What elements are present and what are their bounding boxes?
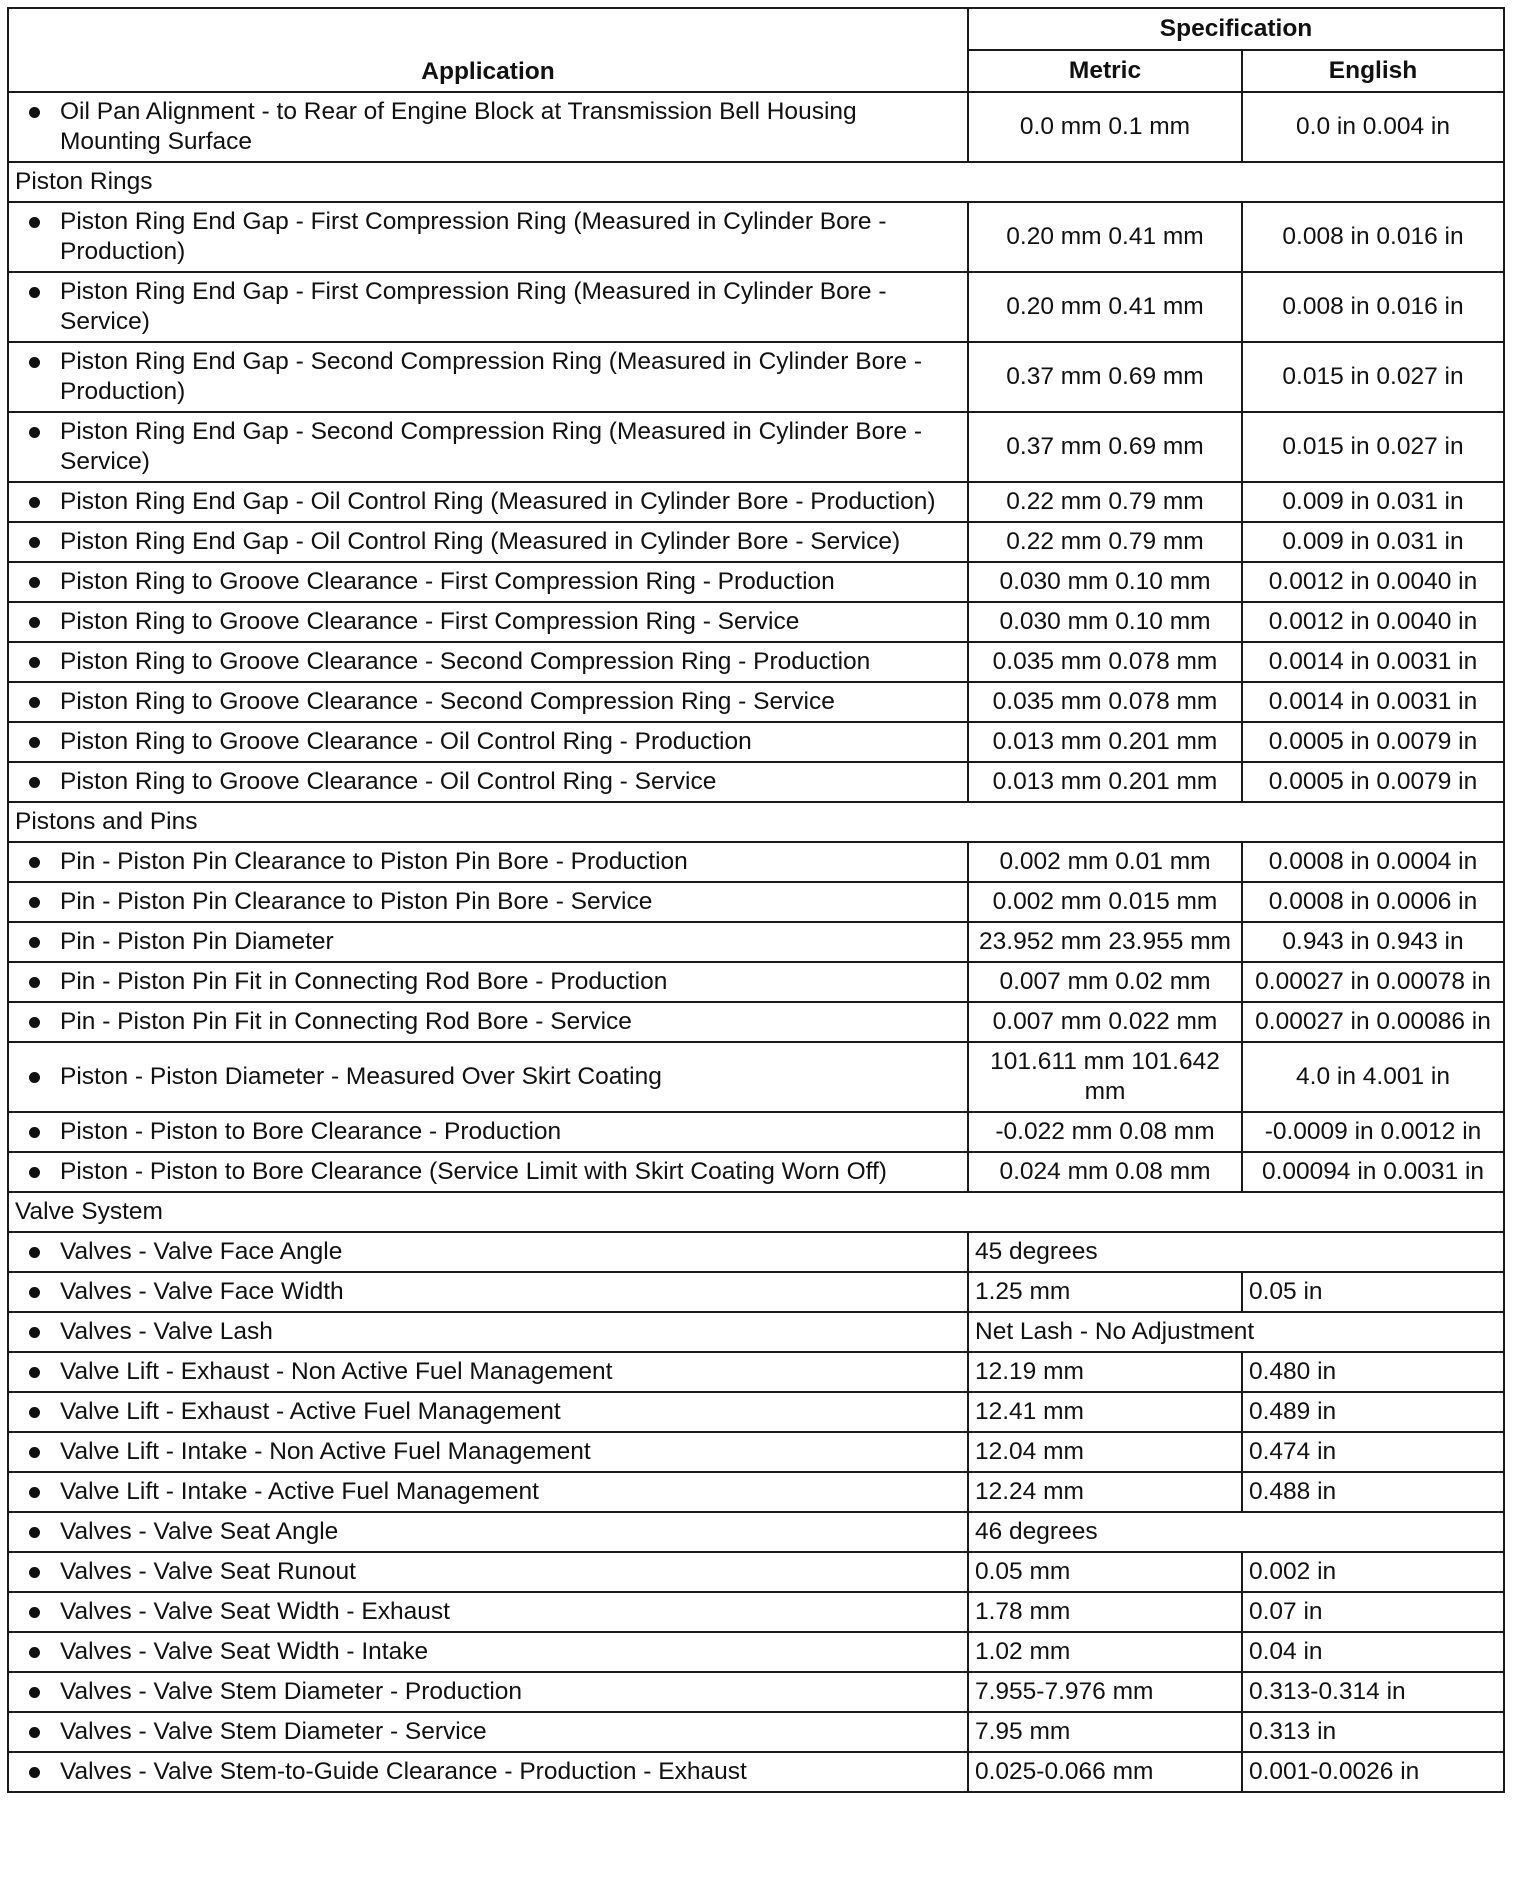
application-text: Piston - Piston to Bore Clearance (Service Limit with Skirt Coating Worn Off) (60, 1158, 887, 1185)
application-cell (8, 1232, 968, 1272)
bullet-icon (29, 1127, 40, 1138)
metric-value: 12.24 mm (968, 1472, 1242, 1512)
english-value: 0.00027 in 0.00078 in (1242, 962, 1504, 1002)
application-cell (8, 1112, 968, 1152)
metric-value: 7.95 mm (968, 1712, 1242, 1752)
metric-value: 0.007 mm 0.02 mm (968, 962, 1242, 1002)
table-row (8, 1352, 1504, 1392)
metric-value: 0.22 mm 0.79 mm (968, 482, 1242, 522)
application-cell (8, 272, 968, 342)
application-text: Oil Pan Alignment - to Rear of Engine Block at Transmission Bell Housing Mounting Surface (60, 98, 857, 155)
bullet-icon (29, 1527, 40, 1538)
application-cell (8, 1592, 968, 1632)
application-cell (8, 1392, 968, 1432)
metric-value: 0.20 mm 0.41 mm (968, 202, 1242, 272)
metric-value: 0.002 mm 0.015 mm (968, 882, 1242, 922)
application-text: Valve Lift - Exhaust - Active Fuel Management (60, 1398, 561, 1425)
english-value: 4.0 in 4.001 in (1242, 1042, 1504, 1112)
bullet-icon (29, 897, 40, 908)
application-cell (8, 842, 968, 882)
bullet-icon (29, 1287, 40, 1298)
application-cell (8, 1632, 968, 1672)
metric-value: 0.20 mm 0.41 mm (968, 272, 1242, 342)
application-cell (8, 1272, 968, 1312)
metric-value: 0.030 mm 0.10 mm (968, 562, 1242, 602)
metric-value: 1.78 mm (968, 1592, 1242, 1632)
bullet-icon (29, 1767, 40, 1778)
application-text: Valve Lift - Intake - Active Fuel Management (60, 1478, 539, 1505)
table-row (8, 1042, 1504, 1112)
metric-value: 7.955-7.976 mm (968, 1672, 1242, 1712)
application-cell (8, 522, 968, 562)
application-text: Piston Ring End Gap - Second Compression Ring (Measured in Cylinder Bore - Service) (60, 418, 922, 475)
metric-value: 0.013 mm 0.201 mm (968, 722, 1242, 762)
bullet-icon (29, 107, 40, 118)
english-value: 0.015 in 0.027 in (1242, 342, 1504, 412)
bullet-icon (29, 977, 40, 988)
application-text: Pin - Piston Pin Diameter (60, 928, 334, 955)
table-row (8, 92, 1504, 162)
metric-value: 0.0 mm 0.1 mm (968, 92, 1242, 162)
bullet-icon (29, 1017, 40, 1028)
table-row (8, 1152, 1504, 1192)
metric-value: -0.022 mm 0.08 mm (968, 1112, 1242, 1152)
application-text: Piston Ring to Groove Clearance - Oil Control Ring - Production (60, 728, 752, 755)
table-row (8, 642, 1504, 682)
english-value: 0.00027 in 0.00086 in (1242, 1002, 1504, 1042)
metric-value: 0.37 mm 0.69 mm (968, 342, 1242, 412)
application-cell (8, 1352, 968, 1392)
english-value: 0.009 in 0.031 in (1242, 482, 1504, 522)
bullet-icon (29, 857, 40, 868)
section-row (8, 1192, 1504, 1232)
application-text: Valves - Valve Stem Diameter - Service (60, 1718, 487, 1745)
application-cell (8, 92, 968, 162)
bullet-icon (29, 357, 40, 368)
bullet-icon (29, 937, 40, 948)
english-value: 0.0012 in 0.0040 in (1242, 602, 1504, 642)
application-cell (8, 962, 968, 1002)
application-text: Piston - Piston Diameter - Measured Over Skirt Coating (60, 1063, 662, 1090)
bullet-icon (29, 577, 40, 588)
application-text: Piston Ring End Gap - Oil Control Ring (Measured in Cylinder Bore - Production) (60, 488, 936, 515)
specification-table (7, 7, 1505, 1793)
bullet-icon (29, 427, 40, 438)
bullet-icon (29, 737, 40, 748)
table-row (8, 482, 1504, 522)
application-cell (8, 602, 968, 642)
application-cell (8, 682, 968, 722)
english-value: 0.05 in (1242, 1272, 1504, 1312)
bullet-icon (29, 1607, 40, 1618)
bullet-icon (29, 287, 40, 298)
table-row (8, 1712, 1504, 1752)
application-text: Valves - Valve Lash (60, 1318, 273, 1345)
application-cell (8, 342, 968, 412)
table-row (8, 922, 1504, 962)
english-value: 0.0005 in 0.0079 in (1242, 722, 1504, 762)
bullet-icon (29, 1447, 40, 1458)
metric-value: 101.611 mm 101.642 mm (968, 1042, 1242, 1112)
application-cell (8, 1712, 968, 1752)
application-cell (8, 642, 968, 682)
specification-value: 45 degrees (968, 1232, 1504, 1272)
application-cell (8, 412, 968, 482)
table-row (8, 962, 1504, 1002)
application-text: Valves - Valve Seat Angle (60, 1518, 339, 1545)
metric-value: 0.024 mm 0.08 mm (968, 1152, 1242, 1192)
english-value: 0.489 in (1242, 1392, 1504, 1432)
table-row (8, 1312, 1504, 1352)
section-row (8, 162, 1504, 202)
table-row (8, 272, 1504, 342)
english-value: -0.0009 in 0.0012 in (1242, 1112, 1504, 1152)
table-row (8, 1112, 1504, 1152)
specification-value: 46 degrees (968, 1512, 1504, 1552)
application-text: Piston Ring to Groove Clearance - Second Compression Ring - Service (60, 688, 835, 715)
application-cell (8, 722, 968, 762)
bullet-icon (29, 1327, 40, 1338)
metric-value: 12.04 mm (968, 1432, 1242, 1472)
application-cell (8, 1432, 968, 1472)
application-text: Piston - Piston to Bore Clearance - Production (60, 1118, 562, 1145)
english-value: 0.943 in 0.943 in (1242, 922, 1504, 962)
english-value: 0.0008 in 0.0006 in (1242, 882, 1504, 922)
table-row (8, 1552, 1504, 1592)
bullet-icon (29, 1727, 40, 1738)
table-row (8, 762, 1504, 802)
application-cell (8, 202, 968, 272)
application-text: Valves - Valve Face Width (60, 1278, 344, 1305)
application-cell (8, 1042, 968, 1112)
bullet-icon (29, 617, 40, 628)
metric-value: 0.007 mm 0.022 mm (968, 1002, 1242, 1042)
table-row (8, 1472, 1504, 1512)
english-value: 0.04 in (1242, 1632, 1504, 1672)
table-row (8, 1752, 1504, 1792)
application-header: Application (8, 8, 968, 92)
table-row (8, 722, 1504, 762)
section-title: Piston Rings (8, 162, 1504, 202)
bullet-icon (29, 1247, 40, 1258)
bullet-icon (29, 1567, 40, 1578)
metric-value: 0.013 mm 0.201 mm (968, 762, 1242, 802)
application-text: Valves - Valve Stem-to-Guide Clearance - Production - Exhaust (60, 1758, 747, 1785)
english-value: 0.313-0.314 in (1242, 1672, 1504, 1712)
english-value: 0.002 in (1242, 1552, 1504, 1592)
english-value: 0.488 in (1242, 1472, 1504, 1512)
table-row (8, 202, 1504, 272)
section-row (8, 802, 1504, 842)
application-text: Piston Ring End Gap - First Compression Ring (Measured in Cylinder Bore - Production) (60, 208, 887, 265)
bullet-icon (29, 537, 40, 548)
application-cell (8, 1472, 968, 1512)
section-title: Pistons and Pins (8, 802, 1504, 842)
table-row (8, 1512, 1504, 1552)
application-cell (8, 1552, 968, 1592)
bullet-icon (29, 1407, 40, 1418)
english-value: 0.0 in 0.004 in (1242, 92, 1504, 162)
application-text: Valves - Valve Face Angle (60, 1238, 343, 1265)
metric-value: 0.030 mm 0.10 mm (968, 602, 1242, 642)
application-text: Piston Ring End Gap - Oil Control Ring (Measured in Cylinder Bore - Service) (60, 528, 901, 555)
application-cell (8, 1752, 968, 1792)
bullet-icon (29, 1647, 40, 1658)
bullet-icon (29, 657, 40, 668)
table-row (8, 1272, 1504, 1312)
application-cell (8, 762, 968, 802)
specification-value: Net Lash - No Adjustment (968, 1312, 1504, 1352)
application-text: Piston Ring to Groove Clearance - Oil Control Ring - Service (60, 768, 717, 795)
table-row (8, 882, 1504, 922)
bullet-icon (29, 1072, 40, 1083)
application-text: Pin - Piston Pin Clearance to Piston Pin Bore - Production (60, 848, 688, 875)
bullet-icon (29, 697, 40, 708)
section-title: Valve System (8, 1192, 1504, 1232)
metric-value: 23.952 mm 23.955 mm (968, 922, 1242, 962)
specification-header: Specification (968, 8, 1504, 50)
application-cell (8, 1672, 968, 1712)
english-value: 0.313 in (1242, 1712, 1504, 1752)
english-value: 0.0014 in 0.0031 in (1242, 682, 1504, 722)
metric-value: 12.41 mm (968, 1392, 1242, 1432)
english-value: 0.0012 in 0.0040 in (1242, 562, 1504, 602)
application-cell (8, 1002, 968, 1042)
metric-value: 0.035 mm 0.078 mm (968, 642, 1242, 682)
application-text: Pin - Piston Pin Clearance to Piston Pin Bore - Service (60, 888, 653, 915)
table-row (8, 562, 1504, 602)
english-value: 0.015 in 0.027 in (1242, 412, 1504, 482)
table-row (8, 1002, 1504, 1042)
table-row (8, 522, 1504, 562)
application-text: Pin - Piston Pin Fit in Connecting Rod Bore - Production (60, 968, 668, 995)
table-row (8, 1672, 1504, 1712)
table-row (8, 1632, 1504, 1672)
metric-value: 0.05 mm (968, 1552, 1242, 1592)
english-value: 0.009 in 0.031 in (1242, 522, 1504, 562)
bullet-icon (29, 777, 40, 788)
application-cell (8, 1312, 968, 1352)
table-row (8, 1592, 1504, 1632)
bullet-icon (29, 1167, 40, 1178)
application-cell (8, 882, 968, 922)
metric-value: 1.25 mm (968, 1272, 1242, 1312)
metric-value: 12.19 mm (968, 1352, 1242, 1392)
bullet-icon (29, 1367, 40, 1378)
application-cell (8, 482, 968, 522)
table-body (8, 92, 1504, 1792)
english-value: 0.008 in 0.016 in (1242, 202, 1504, 272)
bullet-icon (29, 1487, 40, 1498)
bullet-icon (29, 1687, 40, 1698)
application-text: Valves - Valve Seat Runout (60, 1558, 356, 1585)
english-value: 0.0005 in 0.0079 in (1242, 762, 1504, 802)
application-cell (8, 922, 968, 962)
english-value: 0.0008 in 0.0004 in (1242, 842, 1504, 882)
application-text: Piston Ring to Groove Clearance - Second Compression Ring - Production (60, 648, 871, 675)
english-value: 0.00094 in 0.0031 in (1242, 1152, 1504, 1192)
application-text: Valves - Valve Seat Width - Exhaust (60, 1598, 450, 1625)
application-cell (8, 562, 968, 602)
table-row (8, 842, 1504, 882)
metric-value: 1.02 mm (968, 1632, 1242, 1672)
table-row (8, 342, 1504, 412)
table-row (8, 1432, 1504, 1472)
english-value: 0.008 in 0.016 in (1242, 272, 1504, 342)
bullet-icon (29, 497, 40, 508)
english-value: 0.001-0.0026 in (1242, 1752, 1504, 1792)
english-value: 0.474 in (1242, 1432, 1504, 1472)
application-text: Piston Ring End Gap - Second Compression Ring (Measured in Cylinder Bore - Production) (60, 348, 922, 405)
table-row (8, 682, 1504, 722)
metric-value: 0.035 mm 0.078 mm (968, 682, 1242, 722)
application-cell (8, 1152, 968, 1192)
english-value: 0.07 in (1242, 1592, 1504, 1632)
application-text: Piston Ring to Groove Clearance - First Compression Ring - Production (60, 568, 835, 595)
metric-value: 0.37 mm 0.69 mm (968, 412, 1242, 482)
table-row (8, 1232, 1504, 1272)
application-text: Valves - Valve Stem Diameter - Production (60, 1678, 523, 1705)
application-text: Valve Lift - Intake - Non Active Fuel Management (60, 1438, 591, 1465)
english-value: 0.480 in (1242, 1352, 1504, 1392)
metric-value: 0.025-0.066 mm (968, 1752, 1242, 1792)
metric-value: 0.002 mm 0.01 mm (968, 842, 1242, 882)
english-value: 0.0014 in 0.0031 in (1242, 642, 1504, 682)
application-text: Valve Lift - Exhaust - Non Active Fuel Management (60, 1358, 613, 1385)
application-text: Piston Ring End Gap - First Compression Ring (Measured in Cylinder Bore - Service) (60, 278, 887, 335)
metric-header: Metric (968, 50, 1242, 92)
table-row (8, 412, 1504, 482)
english-header: English (1242, 50, 1504, 92)
metric-value: 0.22 mm 0.79 mm (968, 522, 1242, 562)
application-text: Piston Ring to Groove Clearance - First Compression Ring - Service (60, 608, 800, 635)
application-text: Pin - Piston Pin Fit in Connecting Rod Bore - Service (60, 1008, 632, 1035)
bullet-icon (29, 217, 40, 228)
application-text: Valves - Valve Seat Width - Intake (60, 1638, 429, 1665)
application-cell (8, 1512, 968, 1552)
table-row (8, 602, 1504, 642)
table-row (8, 1392, 1504, 1432)
